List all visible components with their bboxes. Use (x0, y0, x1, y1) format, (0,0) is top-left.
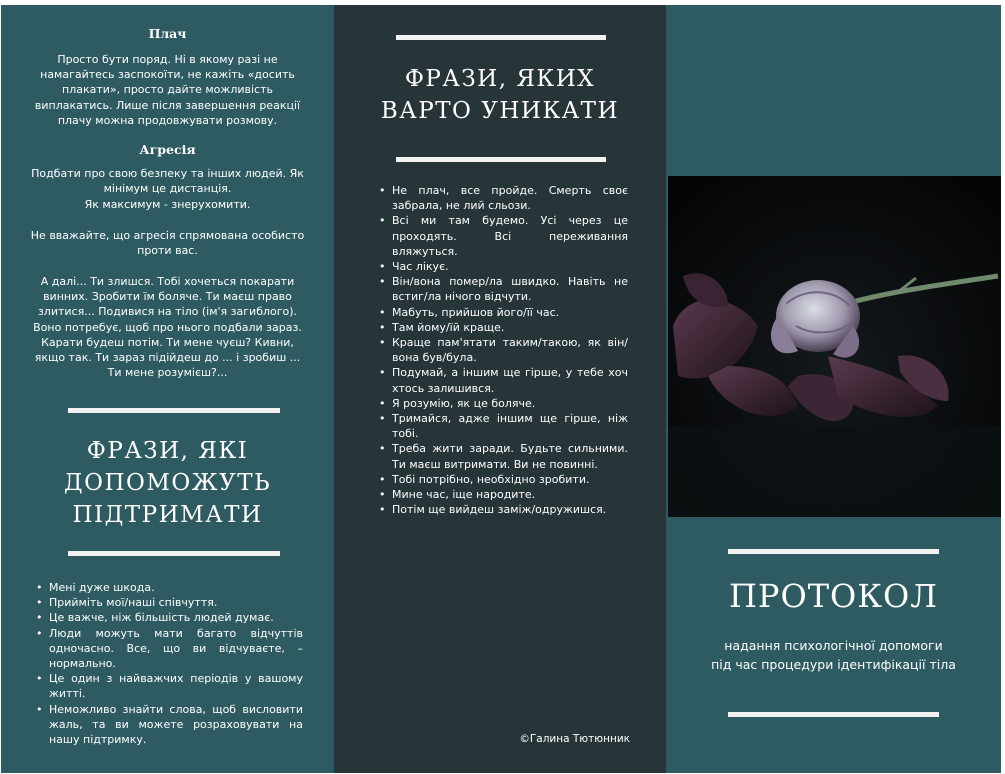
list-item: • Там йому/їй краще. (376, 320, 628, 335)
list-item: • Час лікує. (376, 259, 628, 274)
list-item: • Мені дуже шкода. (33, 580, 303, 595)
divider-bar-bottom (728, 712, 939, 717)
list-item: • Тримайся, адже іншим ще гірше, ніж тобі. (376, 411, 628, 441)
list-item: • Потім ще вийдеш заміж/одружишся. (376, 502, 628, 517)
list-item: • Прийміть мої/наші співчуття. (33, 595, 303, 610)
list-item: • Я розумію, як це боляче. (376, 396, 628, 411)
aggression-text-1: Подбати про свою безпеку та інших людей. Як мінімум це дистанція. (31, 167, 304, 196)
support-phrases-list (33, 580, 303, 747)
list-item: • Він/вона помер/ла швидко. Навіть не встиг/ла нічого відчути. (376, 274, 628, 304)
list-item: • Мабуть, прийшов його/її час. (376, 305, 628, 320)
middle-panel (334, 5, 666, 773)
divider-bar-top (728, 549, 939, 554)
crying-text: Просто бути поряд. Ні в якому разі не намагайтесь заспокоїти, не кажіть «досить плакати», просто дайте можливість виплакатись. Лише після завершення реакції плачу можна продовжувати розмову. (34, 53, 301, 127)
aggression-text-2: Як максимум - знерухомити. (84, 198, 251, 211)
divider-bar-bottom (396, 157, 606, 162)
support-title-line-3: ПІДТРИМАТИ (72, 502, 263, 528)
list-item: • Люди можуть мати багато відчуттів одночасно. Все, що ви відчуваєте, – нормально. (33, 626, 303, 672)
divider-bar-bottom (68, 551, 280, 556)
aggression-text-4: А далі... Ти злишся. Тобі хочеться покарати винних. Зробити їм боляче. Ти маєш право злитися... Подивися на тіло (ім'я загиблого). Воно потребує, щоб про нього подбали зараз. Карати будеш потім. Ти мене чуєш? Кивни, якщо так. Ти зараз підійдеш до ... і зробиш ... Ти мене розумієш?... (33, 275, 302, 380)
list-item: • Не плач, все пройде. Смерть своє забрала, не лий сльози. (376, 183, 628, 213)
list-item: • Мине час, іще народите. (376, 487, 628, 502)
list-item: • Подумай, а іншим ще гірше, у тебе хоч хтось залишився. (376, 365, 628, 395)
subtitle-line-2: під час процедури ідентифікації тіла (711, 657, 956, 672)
subtitle-line-1: надання психологічної допомоги (724, 638, 943, 653)
protocol-subtitle (666, 636, 1001, 674)
left-panel (1, 5, 334, 773)
avoid-phrases-list (376, 183, 628, 517)
list-item: • Неможливо знайти слова, щоб висловити жаль, та ви можете розраховувати на нашу підтримку. (33, 702, 303, 748)
support-title-line-1: ФРАЗИ, ЯКІ (86, 438, 249, 464)
support-title-line-2: ДОПОМОЖУТЬ (63, 470, 272, 496)
aggression-text-3: Не вважайте, що агресія спрямована особисто проти вас. (30, 229, 305, 258)
right-panel (666, 5, 1001, 773)
avoid-title-line-1: ФРАЗИ, ЯКИХ (404, 66, 596, 92)
divider-bar-top (396, 35, 606, 40)
avoid-title-line-2: ВАРТО УНИКАТИ (380, 98, 620, 124)
list-item: • Треба жити заради. Будьте сильними. Ти маєш витримати. Ви не повинні. (376, 441, 628, 471)
list-item: • Всі ми там будемо. Усі через це проходять. Всі переживання вляжуться. (376, 213, 628, 259)
list-item: • Це важче, ніж більшість людей думає. (33, 610, 303, 625)
aggression-heading: Агресія (139, 142, 196, 157)
crying-heading: Плач (148, 26, 187, 41)
list-item: • Краще пам'ятати таким/такою, як він/вона був/була. (376, 335, 628, 365)
support-title (1, 435, 334, 531)
divider-bar-top (68, 408, 280, 413)
copyright-credit: ©Галина Тютюнник (519, 733, 630, 745)
list-item: • Це один з найважчих періодів у вашому житті. (33, 671, 303, 701)
avoid-title (334, 63, 666, 127)
protocol-title: ПРОТОКОЛ (729, 577, 938, 615)
wilted-rose-image (668, 176, 1001, 517)
list-item: • Тобі потрібно, необхідно зробити. (376, 472, 628, 487)
